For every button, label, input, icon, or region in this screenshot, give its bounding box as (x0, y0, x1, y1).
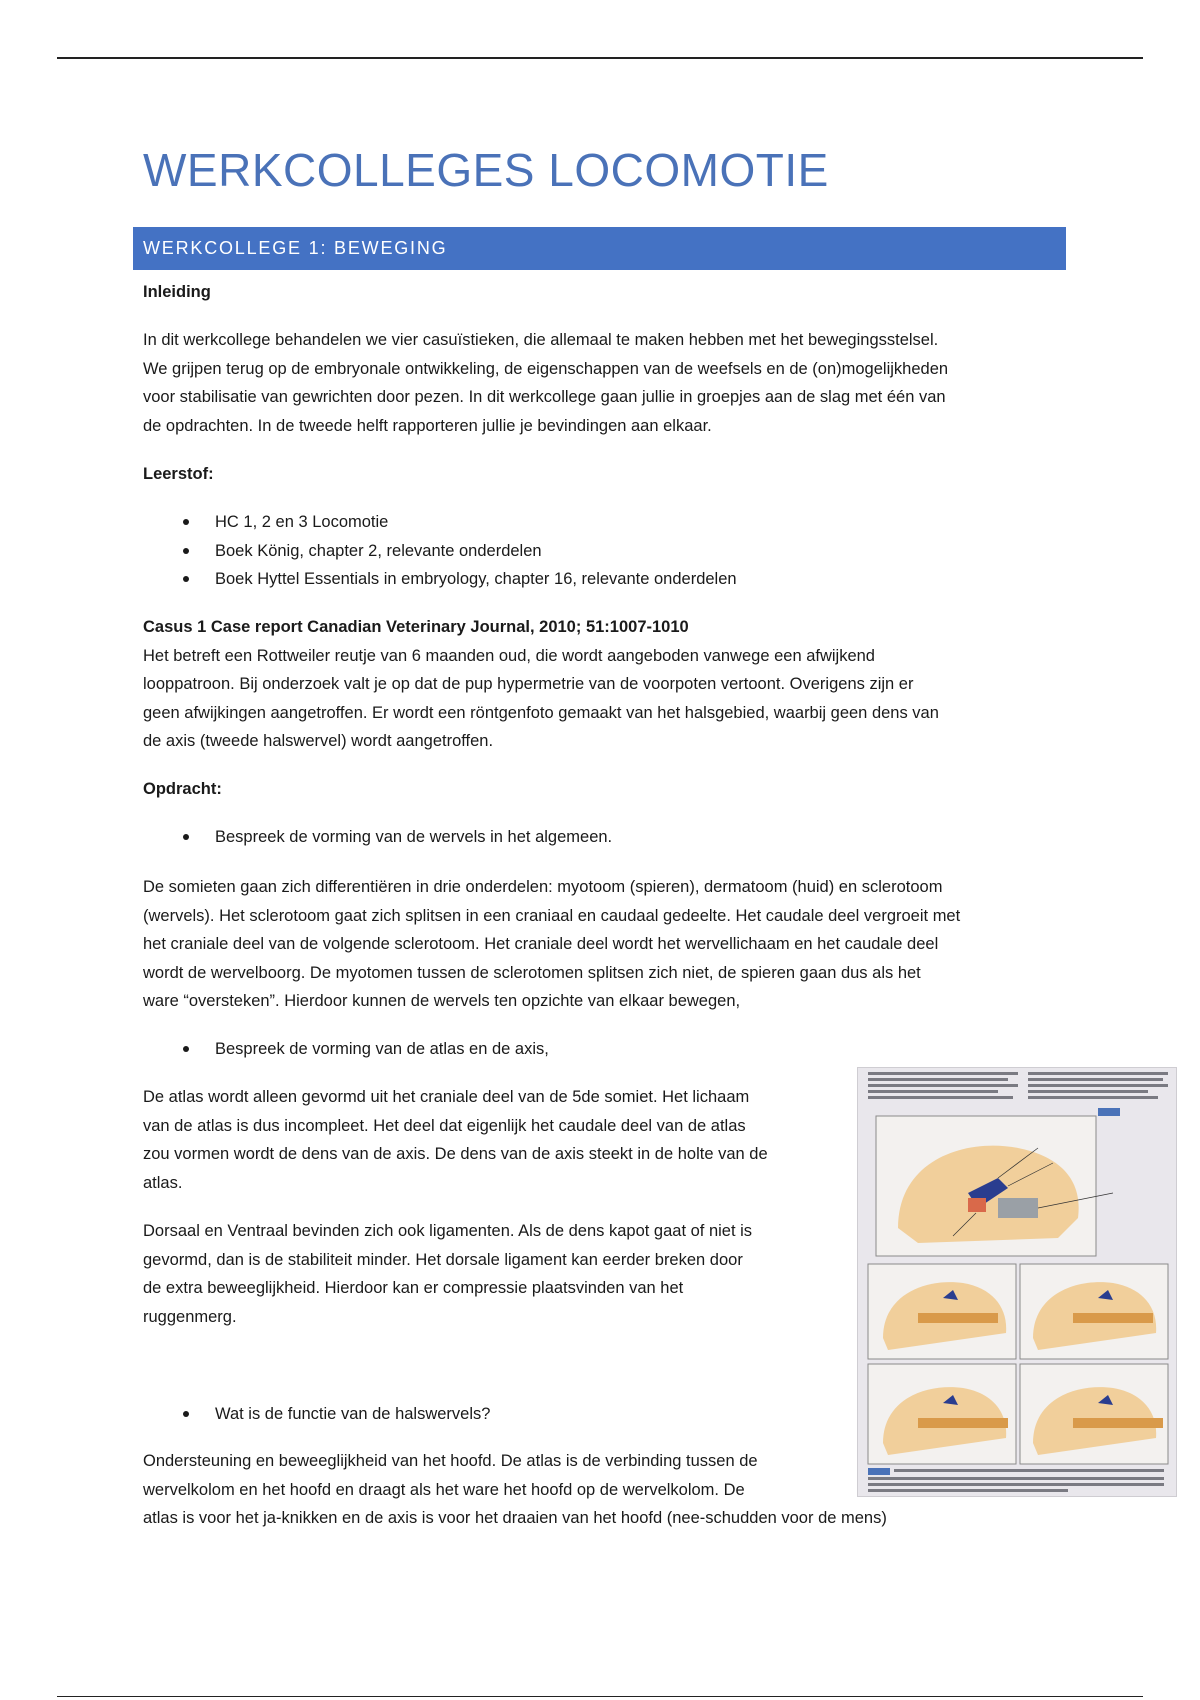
leerstof-heading: Leerstof: (143, 465, 214, 483)
casus-line: looppatroon. Bij onderzoek valt je op dat de pup hypermetrie van de voorpoten vertoont. Overigens zijn er (143, 675, 914, 693)
printed-text-block (868, 1072, 1168, 1099)
answer-line: wervelkolom en het hoofd en draagt als het ware het hoofd op de wervelkolom. De (143, 1480, 745, 1499)
list-item (143, 1035, 1073, 1064)
bullet-icon (183, 519, 189, 525)
casus-line: Het betreft een Rottweiler reutje van 6 maanden oud, die wordt aangeboden vanwege een afwijkend (143, 646, 875, 665)
answer-line: De somieten gaan zich differentiëren in drie onderdelen: myotoom (spieren), dermatoom (huid) en sclerotoom (143, 878, 943, 896)
intro-line: We grijpen terug op de embryonale ontwikkeling, de eigenschappen van de weefsels en de (on)mogelijkheden (143, 359, 949, 378)
intro-line: de opdrachten. In de tweede helft rapporteren jullie je bevindingen aan elkaar. (143, 416, 712, 435)
bullet-icon (183, 1411, 189, 1417)
casus-section (143, 613, 1073, 756)
answer-2b (143, 1217, 843, 1331)
answer-line: atlas is voor het ja-knikken en de axis is voor het draaien van het hoofd (nee-schudden voor de mens) (143, 1509, 887, 1527)
question-2 (143, 1035, 1073, 1064)
embryo-vertebra-illustration (858, 1068, 1177, 1497)
bullet-icon (183, 1046, 189, 1052)
intro-line: voor stabilisatie van gewrichten door pezen. In dit werkcollege gaan jullie in groepjes aan de slag met één van (143, 388, 946, 406)
leerstof-list (143, 508, 1073, 594)
answer-line: atlas. (143, 1173, 183, 1192)
answer-line: gevormd, dan is de stabiliteit minder. Het dorsale ligament kan eerder breken door (143, 1250, 743, 1269)
list-item (143, 565, 1073, 594)
opdracht-section (143, 775, 1073, 804)
list-item-text: HC 1, 2 en 3 Locomotie (215, 513, 389, 531)
answer-line: (wervels). Het sclerotoom gaat zich splitsen in een craniaal en caudaal gedeelte. Het caudale deel vergroeit met (143, 906, 961, 925)
list-item (143, 1400, 843, 1429)
question-3 (143, 1400, 843, 1429)
answer-line: De atlas wordt alleen gevormd uit het craniale deel van de 5de somiet. Het lichaam (143, 1088, 750, 1106)
bottom-rule (57, 1696, 1143, 1697)
bullet-icon (183, 576, 189, 582)
list-item (143, 508, 1073, 537)
section-banner: WERKCOLLEGE 1: BEWEGING (133, 227, 1066, 270)
casus-heading: Casus 1 Case report Canadian Veterinary Journal, 2010; 51:1007-1010 (143, 618, 689, 636)
question-1 (143, 823, 1073, 852)
answer-line: ware “oversteken”. Hierdoor kunnen de wervels ten opzichte van elkaar bewegen, (143, 992, 741, 1010)
answer-2 (143, 1083, 843, 1197)
answer-line: Ondersteuning en beweeglijkheid van het hoofd. De atlas is de verbinding tussen de (143, 1452, 758, 1470)
top-rule (57, 57, 1143, 59)
list-item (143, 823, 1073, 852)
list-item-text: Boek Hyttel Essentials in embryology, chapter 16, relevante onderdelen (215, 570, 737, 588)
answer-line: wordt de wervelboorg. De myotomen tussen de sclerotomen splitsen zich niet, de spieren gaan dus als het (143, 963, 921, 982)
answer-line: zou vormen wordt de dens van de axis. De dens van de axis steekt in de holte van de (143, 1145, 768, 1163)
intro-paragraph (143, 326, 1073, 440)
question-text: Bespreek de vorming van de atlas en de axis, (215, 1040, 549, 1058)
intro-heading: Inleiding (143, 283, 211, 301)
intro-line: In dit werkcollege behandelen we vier casuïstieken, die allemaal te maken hebben met het bewegingsstelsel. (143, 331, 939, 349)
opdracht-heading: Opdracht: (143, 780, 222, 798)
answer-line: Dorsaal en Ventraal bevinden zich ook ligamenten. Als de dens kapot gaat of niet is (143, 1222, 753, 1240)
casus-line: geen afwijkingen aangetroffen. Er wordt een röntgenfoto gemaakt van het halsgebied, waarbij geen dens van (143, 703, 939, 722)
bullet-icon (183, 548, 189, 554)
leerstof-section (143, 460, 1073, 489)
answer-line: van de atlas is dus incompleet. Het deel dat eigenlijk het caudale deel van de atlas (143, 1116, 746, 1135)
answer-line: het craniale deel van de volgende sclerotoom. Het craniale deel wordt het wervellichaam en het caudale deel (143, 935, 939, 953)
casus-line: de axis (tweede halswervel) wordt aangetroffen. (143, 732, 494, 750)
answer-line: ruggenmerg. (143, 1307, 237, 1326)
intro-section (143, 278, 1073, 307)
page-title: WERKCOLLEGES LOCOMOTIE (143, 144, 829, 196)
answer-1 (143, 873, 1073, 1016)
list-item (143, 537, 1073, 566)
question-text: Bespreek de vorming van de wervels in het algemeen. (215, 828, 613, 846)
bullet-icon (183, 834, 189, 840)
textbook-figure-image (857, 1067, 1177, 1497)
question-text: Wat is de functie van de halswervels? (215, 1405, 491, 1423)
list-item-text: Boek König, chapter 2, relevante onderdelen (215, 541, 542, 560)
answer-line: de extra beweeglijkheid. Hierdoor kan er compressie plaatsvinden van het (143, 1279, 684, 1297)
